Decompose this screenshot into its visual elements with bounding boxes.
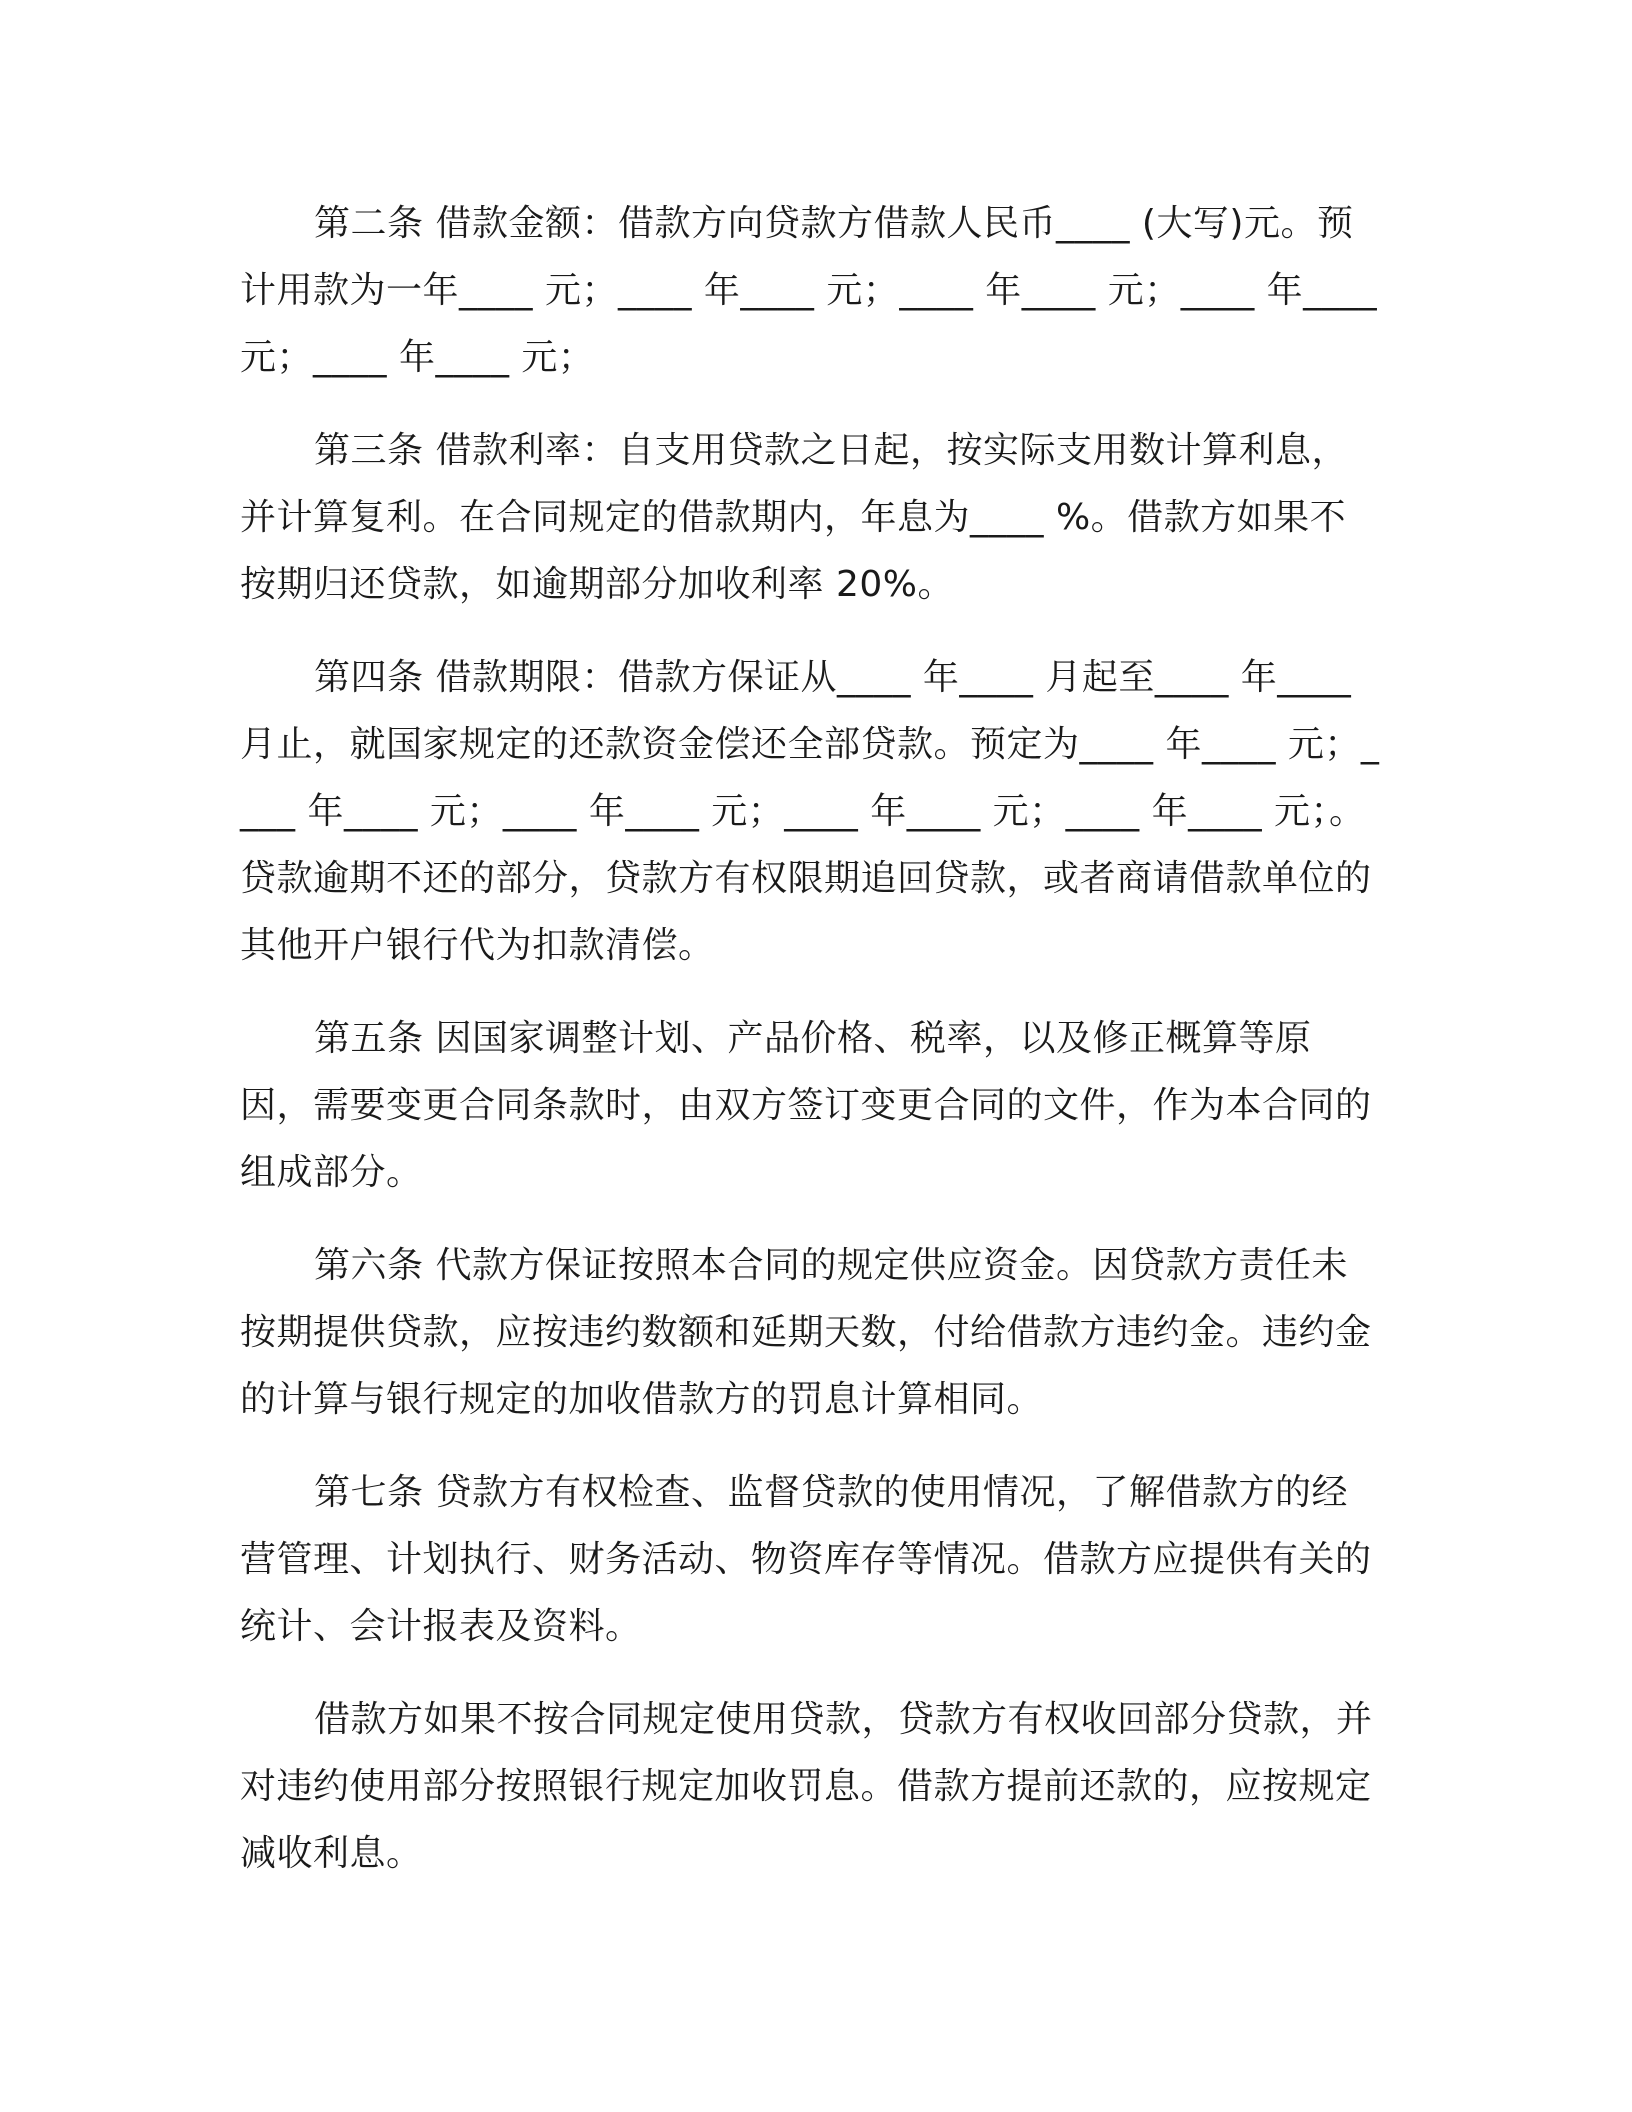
document-page [240, 190, 1380, 1913]
article-2-loan-amount: 第二条 借款金额：借款方向贷款方借款人民币____ (大写)元。预计用款为一年____ 元；____ 年____ 元；____ 年____ 元；____ 年____ 元；____ 年____ 元； [240, 203, 1378, 378]
misuse-and-early-repayment: 借款方如果不按合同规定使用贷款，贷款方有权收回部分贷款，并对违约使用部分按照银行规定加收罚息。借款方提前还款的，应按规定减收利息。 [240, 1699, 1373, 1874]
article-5-contract-changes: 第五条 因国家调整计划、产品价格、税率，以及修正概算等原因，需要变更合同条款时，由双方签订变更合同的文件，作为本合同的组成部分。 [240, 1018, 1372, 1193]
article-7-supervision: 第七条 贷款方有权检查、监督贷款的使用情况，了解借款方的经营管理、计划执行、财务活动、物资库存等情况。借款方应提供有关的统计、会计报表及资料。 [240, 1472, 1372, 1647]
article-6-fund-supply: 第六条 代款方保证按照本合同的规定供应资金。因贷款方责任未按期提供贷款，应按违约数额和延期天数，付给借款方违约金。违约金的计算与银行规定的加收借款方的罚息计算相同。 [240, 1245, 1372, 1420]
article-3-interest-rate: 第三条 借款利率：自支用贷款之日起，按实际支用数计算利息，并计算复利。在合同规定的借款期内，年息为____ %。借款方如果不按期归还贷款，如逾期部分加收利率 20%。 [240, 430, 1348, 605]
article-4-loan-term: 第四条 借款期限：借款方保证从____ 年____ 月起至____ 年____ 月止，就国家规定的还款资金偿还全部贷款。预定为____ 年____ 元；____ 年____ 元；____ 年____ 元；____ 年____ 元；____ 年____ 元；。贷款逾期不还的部分，贷款方有权限期追回贷款，或者商请借款单位的其他开户银行代为扣款清偿。 [240, 657, 1380, 966]
